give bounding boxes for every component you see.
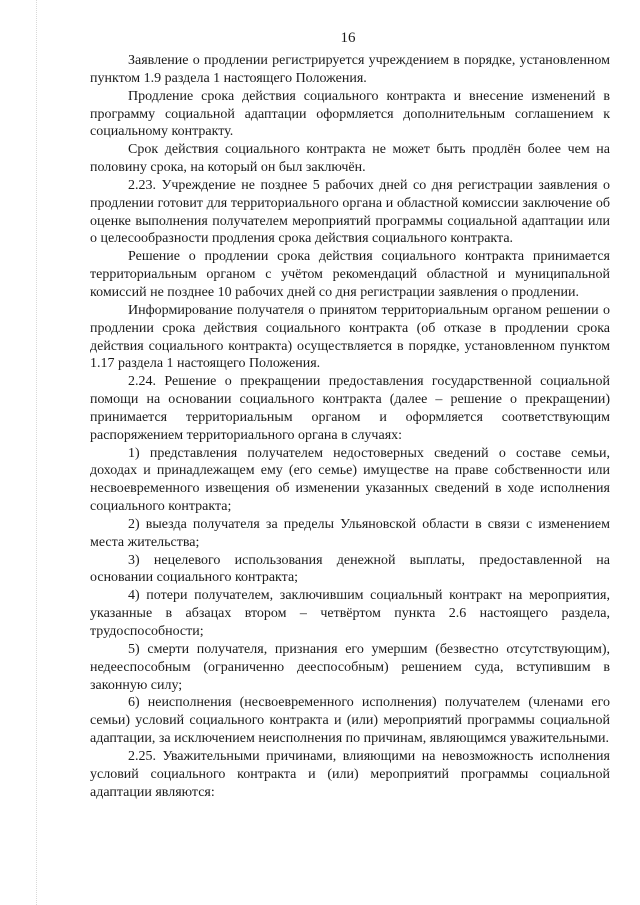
list-item: 1) представления получателем недостоверных сведений о составе семьи, доходах и принадлежащем ему (его семье) имуществе на праве собственности или несвоевременного извещения об изменении указанных сведений в ходе исполнения социального контракта; bbox=[90, 445, 610, 515]
paragraph: 2.25. Уважительными причинами, влияющими на невозможность исполнения условий социального контракта и (или) мероприятий программы социальной адаптации являются: bbox=[90, 748, 610, 800]
paragraph: 2.23. Учреждение не позднее 5 рабочих дней со дня регистрации заявления о продлении готовит для территориального органа и областной комиссии заключение об оценке выполнения получателем мероприятий программы социальной адаптации или о целесообразности продления срока действия социального контракта. bbox=[90, 177, 610, 247]
document-body bbox=[90, 52, 610, 801]
list-item: 5) смерти получателя, признания его умершим (безвестно отсутствующим), недееспособным (ограниченно дееспособным) решением суда, вступившим в законную силу; bbox=[90, 641, 610, 693]
page-number: 16 bbox=[340, 30, 356, 46]
list-item: 3) нецелевого использования денежной выплаты, предоставленной на основании социального контракта; bbox=[90, 552, 610, 586]
paragraph: Решение о продлении срока действия социального контракта принимается территориальным органом с учётом рекомендаций областной и муниципальной комиссий не позднее 10 рабочих дней со дня регистрации заявления о продлении. bbox=[90, 249, 610, 300]
paragraph: 2.24. Решение о прекращении предоставления государственной социальной помощи на основании социального контракта (далее – решение о прекращении) принимается территориальным органом и оформляется соответствующим распоряжением территориального органа в случаях: bbox=[90, 374, 610, 443]
paragraph: Продление срока действия социального контракта и внесение изменений в программу социальной адаптации оформляется дополнительным соглашением к социальному контракту. bbox=[90, 88, 610, 140]
paragraph: Информирование получателя о принятом территориальным органом решении о продлении срока действия социального контракта (об отказе в продлении срока действия социального контракта) осуществляется в порядке, установленном пунктом 1.17 раздела 1 настоящего Положения. bbox=[90, 302, 610, 372]
scan-margin-line bbox=[36, 0, 37, 905]
list-item: 4) потери получателем, заключившим социальный контракт на мероприятия, указанные в абзацах втором – четвёртом пункта 2.6 настоящего раздела, трудоспособности; bbox=[90, 588, 610, 639]
paragraph: Срок действия социального контракта не может быть продлён более чем на половину срока, на который он был заключён. bbox=[90, 142, 610, 176]
list-item: 6) неисполнения (несвоевременного исполнения) получателем (членами его семьи) условий социального контракта и (или) мероприятий программы социальной адаптации, за исключением неисполнения по причинам, являющимся уважительными. bbox=[90, 695, 610, 747]
paragraph: Заявление о продлении регистрируется учреждением в порядке, установленном пунктом 1.9 раздела 1 настоящего Положения. bbox=[90, 53, 610, 86]
list-item: 2) выезда получателя за пределы Ульяновской области в связи с изменением места жительства; bbox=[90, 516, 610, 550]
